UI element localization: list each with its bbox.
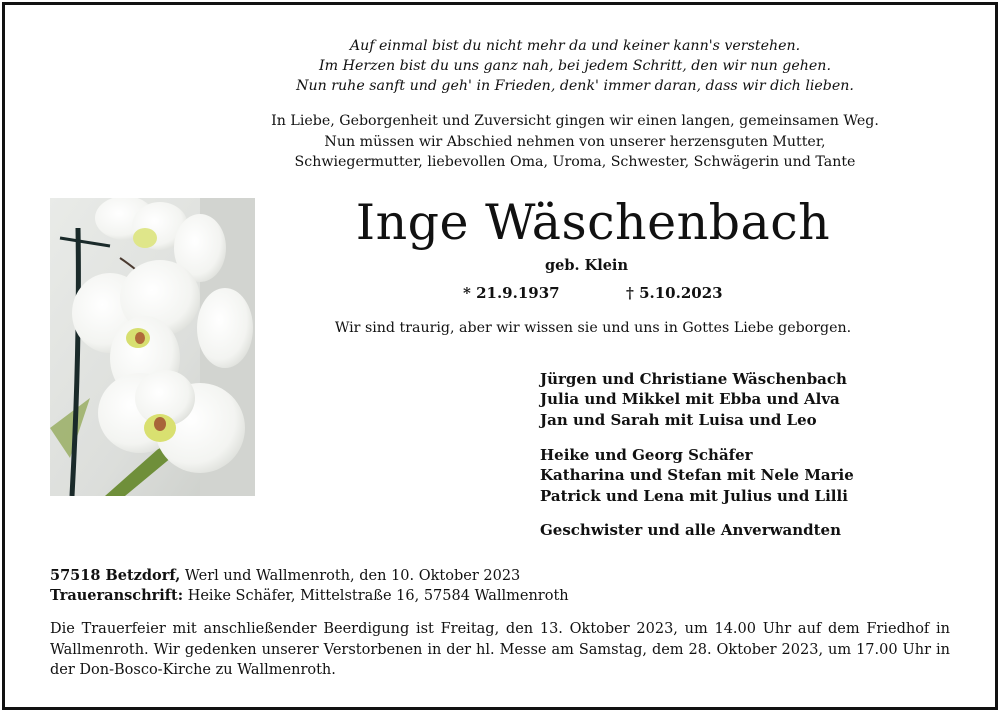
consolation-quote: Wir sind traurig, aber wir wissen sie und uns in Gottes Liebe geborgen.	[334, 320, 852, 336]
maiden-name: geb. Klein	[545, 257, 628, 274]
intro-text	[200, 111, 950, 173]
birth-date: * 21.9.1937	[463, 284, 560, 302]
intro-line: Nun müssen wir Abschied nehmen von unserer herzensguten Mutter,	[324, 133, 826, 150]
intro-line: Schwiegermutter, liebevollen Oma, Uroma, Schwester, Schwägerin und Tante	[294, 154, 856, 170]
mourner-group	[540, 445, 854, 506]
poem-line: Nun ruhe sanft und geh' in Frieden, denk' immer daran, dass wir dich lieben.	[296, 78, 854, 94]
death-date: † 5.10.2023	[626, 284, 723, 302]
poem-line: Auf einmal bist du nicht mehr da und keiner kann's verstehen.	[349, 38, 801, 54]
mourner-line: Julia und Mikkel mit Ebba und Alva	[540, 390, 840, 409]
mourner-group	[540, 520, 841, 540]
mourner-line: Heike und Georg Schäfer	[540, 446, 753, 464]
funeral-notice: Die Trauerfeier mit anschließender Beerdigung ist Freitag, den 13. Oktober 2023, um 14.00 Uhr auf dem Friedhof in Wallmenroth. Wir gedenken unserer Verstorbenen in der hl. Messe am Samstag, dem 28. Oktober 2023, um 17.00 Uhr in der Don-Bosco-Kirche zu Wallmenroth.	[50, 621, 950, 678]
mourning-address	[50, 586, 569, 606]
place-date-line	[50, 566, 520, 586]
orchid-image	[50, 198, 255, 496]
address-text: Heike Schäfer, Mittelstraße 16, 57584 Wallmenroth	[183, 588, 569, 604]
mourner-line: Geschwister und alle Anverwandten	[540, 521, 842, 539]
mourner-line: Katharina und Stefan mit Nele Marie	[540, 466, 854, 485]
deceased-name: Inge Wäschenbach	[355, 194, 831, 251]
mourner-line: Jürgen und Christiane Wäschenbach	[540, 370, 847, 388]
mourner-line: Patrick und Lena mit Julius und Lilli	[540, 486, 848, 505]
orchid-photo	[50, 198, 255, 496]
poem-line: Im Herzen bist du uns ganz nah, bei jedem Schritt, den wir nun gehen.	[319, 58, 831, 74]
mourner-line: Jan und Sarah mit Luisa und Leo	[540, 410, 817, 429]
poem	[200, 36, 950, 96]
address-label: Traueranschrift:	[50, 587, 184, 604]
place-bold: 57518 Betzdorf,	[50, 567, 181, 584]
intro-line: In Liebe, Geborgenheit und Zuversicht gingen wir einen langen, gemeinsamen Weg.	[271, 113, 879, 129]
mourner-group	[540, 369, 847, 430]
place-rest: Werl und Wallmenroth, den 10. Oktober 2023	[180, 568, 521, 584]
